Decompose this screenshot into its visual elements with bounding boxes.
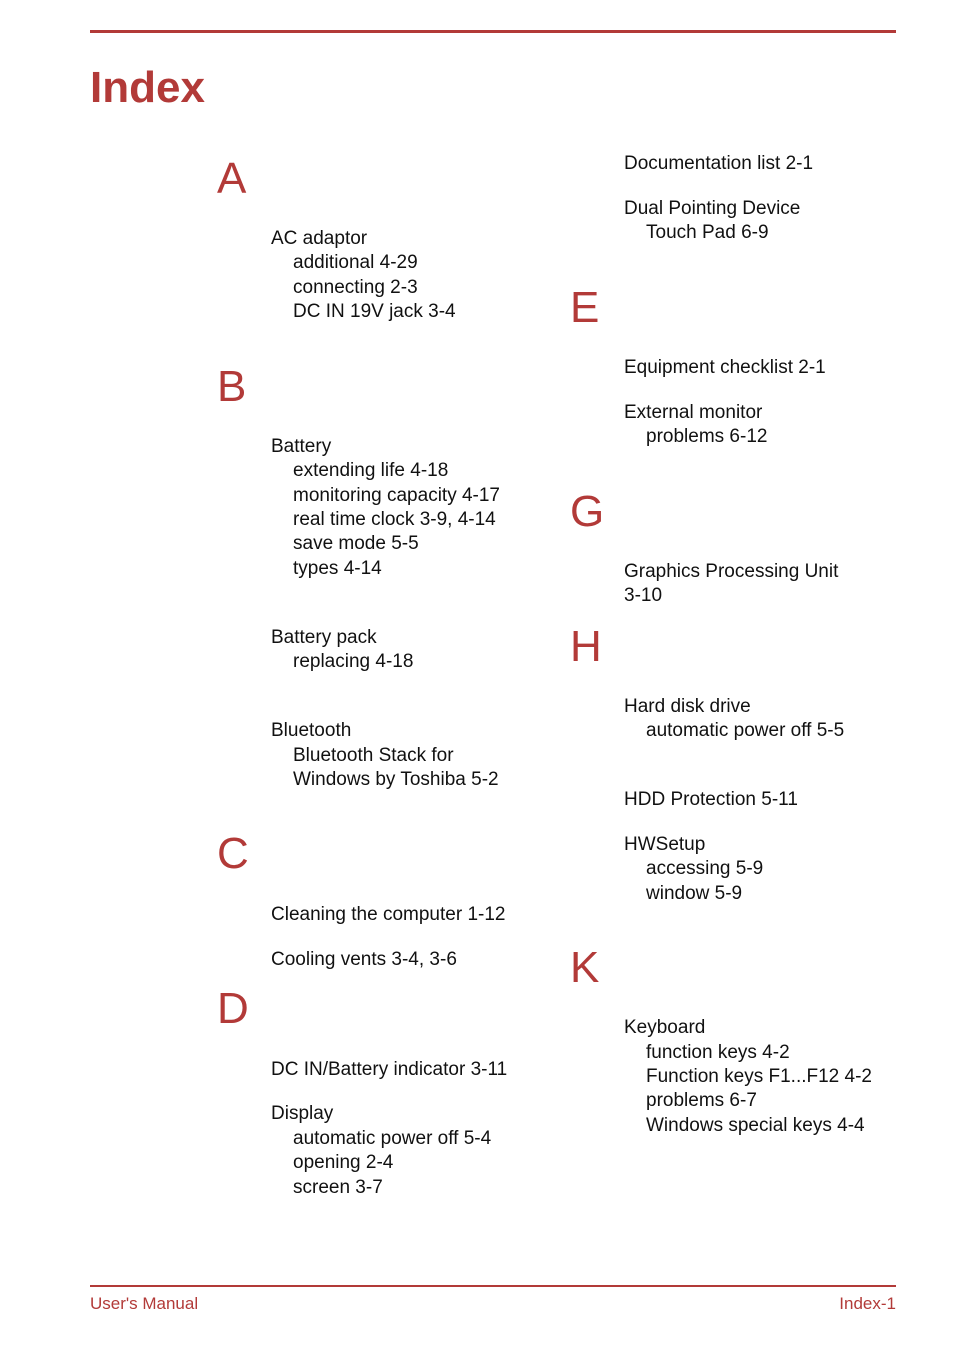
footer-manual-title: User's Manual (90, 1294, 199, 1313)
index-term-cooling-vents: Cooling vents 3-4, 3-6 (271, 949, 457, 970)
index-term-hdd-protection: HDD Protection 5-11 (624, 789, 798, 810)
index-subterm: Bluetooth Stack for (293, 745, 454, 766)
index-subterm: Touch Pad 6-9 (646, 222, 769, 243)
index-subterm: window 5-9 (646, 883, 743, 904)
section-letter-d: D (217, 984, 249, 1033)
footer-page-number: Index-1 (839, 1294, 896, 1313)
index-subterm: function keys 4-2 (646, 1042, 790, 1063)
section-letter-c: C (217, 829, 249, 878)
index-subterm: accessing 5-9 (646, 858, 764, 879)
section-letter-e: E (570, 283, 600, 332)
index-subterm: Function keys F1...F12 4-2 (646, 1066, 872, 1087)
index-term-dc-in-battery-indicator: DC IN/Battery indicator 3-11 (271, 1059, 508, 1080)
index-term-hwsetup: HWSetup (624, 834, 706, 855)
index-subterm: extending life 4-18 (293, 460, 449, 481)
index-term-external-monitor: External monitor (624, 402, 763, 423)
index-subterm: problems 6-12 (646, 426, 768, 447)
index-subterm: connecting 2-3 (293, 277, 418, 298)
index-subterm: real time clock 3-9, 4-14 (293, 509, 496, 530)
index-subterm: opening 2-4 (293, 1152, 394, 1173)
index-subterm: monitoring capacity 4-17 (293, 485, 500, 506)
index-subterm: automatic power off 5-4 (293, 1128, 492, 1149)
index-subterm: replacing 4-18 (293, 651, 414, 672)
top-rule (90, 30, 896, 33)
index-subterm: DC IN 19V jack 3-4 (293, 301, 456, 322)
index-subterm: Windows special keys 4-4 (646, 1115, 865, 1136)
index-term-equipment-checklist: Equipment checklist 2-1 (624, 357, 826, 378)
index-term-documentation-list: Documentation list 2-1 (624, 153, 814, 174)
section-letter-b: B (217, 362, 247, 411)
section-letter-k: K (570, 943, 600, 992)
index-term-battery-pack: Battery pack (271, 627, 377, 648)
index-term-keyboard: Keyboard (624, 1017, 706, 1038)
index-term-dual-pointing-device: Dual Pointing Device (624, 198, 801, 219)
index-term-gpu: Graphics Processing Unit (624, 561, 839, 582)
index-subterm: automatic power off 5-5 (646, 720, 845, 741)
index-term-ac-adaptor: AC adaptor (271, 228, 368, 249)
index-subterm: save mode 5-5 (293, 533, 419, 554)
index-term-cleaning: Cleaning the computer 1-12 (271, 904, 506, 925)
bottom-rule (90, 1285, 896, 1287)
index-subterm: types 4-14 (293, 558, 382, 579)
section-letter-a: A (217, 154, 247, 203)
index-subterm: additional 4-29 (293, 252, 418, 273)
index-subterm: problems 6-7 (646, 1090, 757, 1111)
index-term-hard-disk-drive: Hard disk drive (624, 696, 751, 717)
index-term-bluetooth: Bluetooth (271, 720, 352, 741)
index-term-gpu-continued: 3-10 (624, 585, 663, 606)
index-subterm: Windows by Toshiba 5-2 (293, 769, 499, 790)
index-subterm: screen 3-7 (293, 1177, 383, 1198)
section-letter-h: H (570, 622, 602, 671)
page-title: Index (90, 63, 205, 112)
index-term-battery: Battery (271, 436, 332, 457)
section-letter-g: G (570, 487, 605, 536)
index-term-display: Display (271, 1103, 334, 1124)
